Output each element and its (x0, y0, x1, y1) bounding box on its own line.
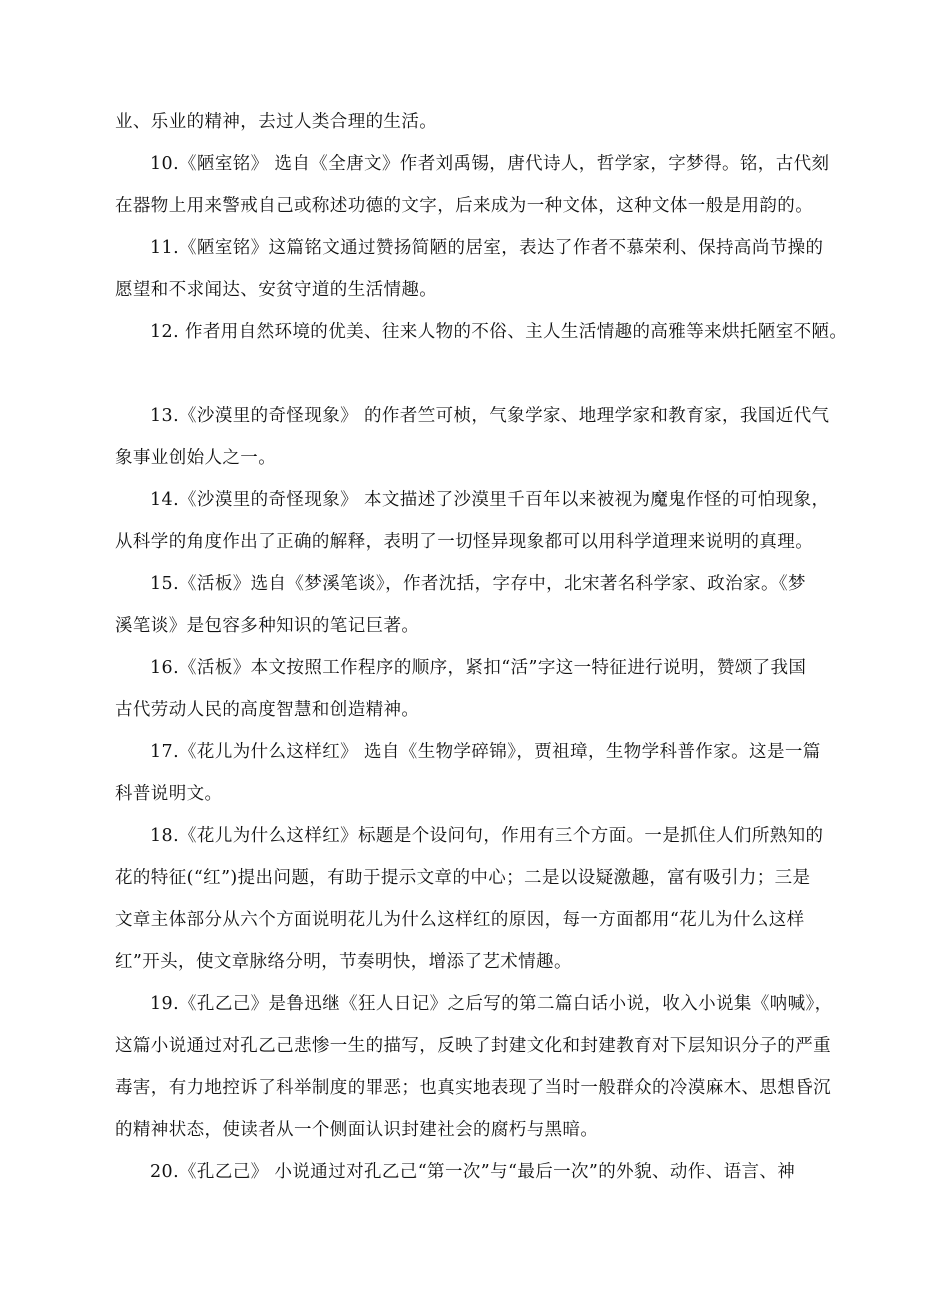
text-line: 红”开头，使文章脉络分明，节奏明快，增添了艺术情趣。 (115, 952, 572, 972)
text-line: 14.《沙漠里的奇怪现象》 本文描述了沙漠里千百年以来被视为魔鬼作怪的可怕现象， (150, 490, 830, 510)
text-line: 13.《沙漠里的奇怪现象》 的作者竺可桢，气象学家、地理学家和教育家，我国近代气 (150, 406, 830, 426)
text-line: 文章主体部分从六个方面说明花儿为什么这样红的原因，每一方面都用“花儿为什么这样 (115, 910, 805, 930)
text-line: 在器物上用来警戒自己或称述功德的文字，后来成为一种文体，这种文体一般是用韵的。 (115, 196, 814, 216)
text-line: 16.《活板》本文按照工作程序的顺序，紧扣“活”字这一特征进行说明，赞颂了我国 (150, 658, 807, 678)
text-line: 科普说明文。 (115, 784, 223, 804)
text-line: 17.《花儿为什么这样红》 选自《生物学碎锦》，贾祖璋，生物学科普作家。这是一篇 (150, 742, 821, 762)
text-line: 11.《陋室铭》这篇铭文通过赞扬简陋的居室，表达了作者不慕荣利、保持高尚节操的 (150, 238, 824, 258)
text-line: 毒害，有力地控诉了科举制度的罪恶；也真实地表现了当时一般群众的冷漠麻木、思想昏沉 (115, 1078, 831, 1098)
text-line: 19.《孔乙己》是鲁迅继《狂人日记》之后写的第二篇白话小说，收入小说集《呐喊》， (150, 994, 833, 1014)
text-line: 12. 作者用自然环境的优美、往来人物的不俗、主人生活情趣的高雅等来烘托陋室不陋。 (150, 322, 848, 342)
text-line: 20.《孔乙己》 小说通过对孔乙己“第一次”与“最后一次”的外貌、动作、语言、神 (150, 1162, 796, 1182)
text-line: 的精神状态，使读者从一个侧面认识封建社会的腐朽与黑暗。 (115, 1120, 599, 1140)
text-line: 象事业创始人之一。 (115, 448, 277, 468)
text-line: 溪笔谈》是包容多种知识的笔记巨著。 (115, 616, 420, 636)
text-line: 古代劳动人民的高度智慧和创造精神。 (115, 700, 420, 720)
text-line: 花的特征(“红”)提出问题，有助于提示文章的中心；二是以设疑激趣，富有吸引力；三是 (115, 868, 811, 888)
text-line: 这篇小说通过对孔乙己悲惨一生的描写，反映了封建文化和封建教育对下层知识分子的严重 (115, 1036, 831, 1056)
text-line: 业、乐业的精神，去过人类合理的生活。 (115, 112, 438, 132)
text-line: 15.《活板》选自《梦溪笔谈》，作者沈括，字存中，北宋著名科学家、政治家。《梦 (150, 574, 806, 594)
text-line: 10.《陋室铭》 选自《全唐文》作者刘禹锡，唐代诗人，哲学家，字梦得。铭，古代刻 (150, 154, 830, 174)
text-line: 18.《花儿为什么这样红》标题是个设问句，作用有三个方面。一是抓住人们所熟知的 (150, 826, 824, 846)
text-line: 从科学的角度作出了正确的解释，表明了一切怪异现象都可以用科学道理来说明的真理。 (115, 532, 814, 552)
text-line: 愿望和不求闻达、安贫守道的生活情趣。 (115, 280, 438, 300)
